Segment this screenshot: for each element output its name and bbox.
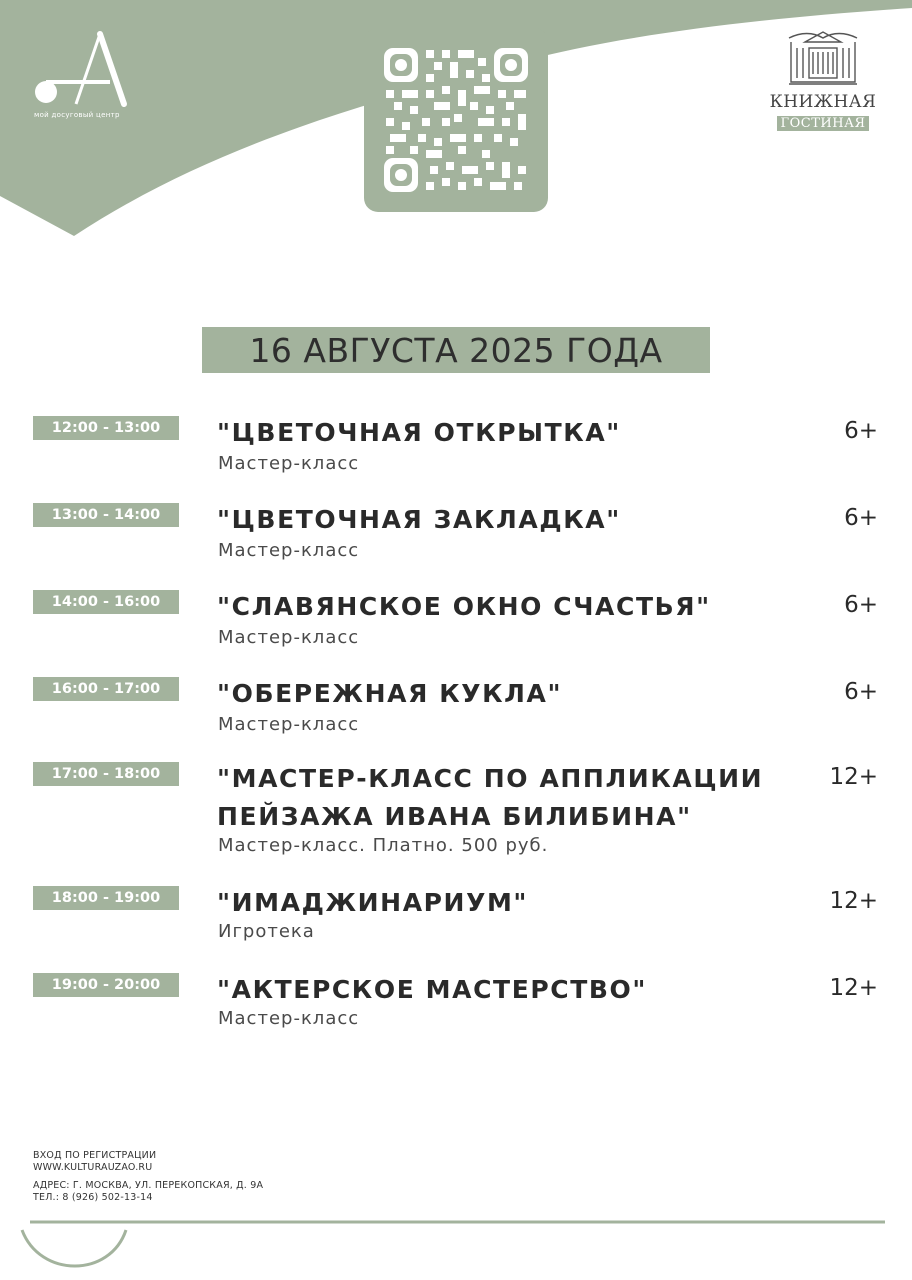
qr-code[interactable] [364,28,548,212]
logo-tagline: мой досуговый центр [34,111,120,119]
age-rating: 6+ [844,679,878,705]
phone: ТЕЛ.: 8 (926) 502-13-14 [33,1192,153,1203]
age-rating: 6+ [844,505,878,531]
footer-decorative-line [0,1220,912,1280]
book-lounge-brand [760,28,886,131]
event-time: 18:00 - 19:00 [33,886,179,910]
event-subtitle: Игротека [218,921,315,942]
event-subtitle: Мастер-класс [218,627,360,648]
age-rating: 12+ [829,888,878,914]
registration-note: ВХОД ПО РЕГИСТРАЦИИ [33,1150,157,1161]
brand-subtitle: ГОСТИНАЯ [777,116,870,131]
age-rating: 6+ [844,418,878,444]
footer-info [33,1150,263,1204]
age-rating: 6+ [844,592,878,618]
age-rating: 12+ [829,975,878,1001]
event-subtitle: Мастер-класс [218,453,360,474]
event-date-banner: 16 АВГУСТА 2025 ГОДА [202,327,710,373]
qr-code-icon [382,46,530,194]
event-subtitle: Мастер-класс. Платно. 500 руб. [218,835,549,856]
culture-center-logo-icon [30,30,140,110]
event-subtitle: Мастер-класс [218,1008,360,1029]
event-time: 19:00 - 20:00 [33,973,179,997]
event-time: 14:00 - 16:00 [33,590,179,614]
event-title: "ИМАДЖИНАРИУМ" [217,888,529,917]
event-time: 16:00 - 17:00 [33,677,179,701]
event-time: 13:00 - 14:00 [33,503,179,527]
event-title: "ЦВЕТОЧНАЯ ЗАКЛАДКА" [217,505,621,534]
event-title: "ОБЕРЕЖНАЯ КУКЛА" [217,679,563,708]
event-subtitle: Мастер-класс [218,540,360,561]
event-time: 17:00 - 18:00 [33,762,179,786]
address: АДРЕС: Г. МОСКВА, УЛ. ПЕРЕКОПСКАЯ, Д. 9А [33,1180,264,1191]
event-title: "МАСТЕР-КЛАСС ПО АППЛИКАЦИИ ПЕЙЗАЖА ИВАНА БИЛИБИНА" [217,764,764,831]
library-building-icon [787,28,859,86]
event-subtitle: Мастер-класс [218,714,360,735]
event-time: 12:00 - 13:00 [33,416,179,440]
event-title: "АКТЕРСКОЕ МАСТЕРСТВО" [217,975,648,1004]
age-rating: 12+ [829,764,878,790]
website-link[interactable]: WWW.KULTURAUZAO.RU [33,1162,153,1173]
brand-title: КНИЖНАЯ [769,92,877,112]
event-title: "СЛАВЯНСКОЕ ОКНО СЧАСТЬЯ" [217,592,711,621]
event-title: "ЦВЕТОЧНАЯ ОТКРЫТКА" [217,418,621,447]
